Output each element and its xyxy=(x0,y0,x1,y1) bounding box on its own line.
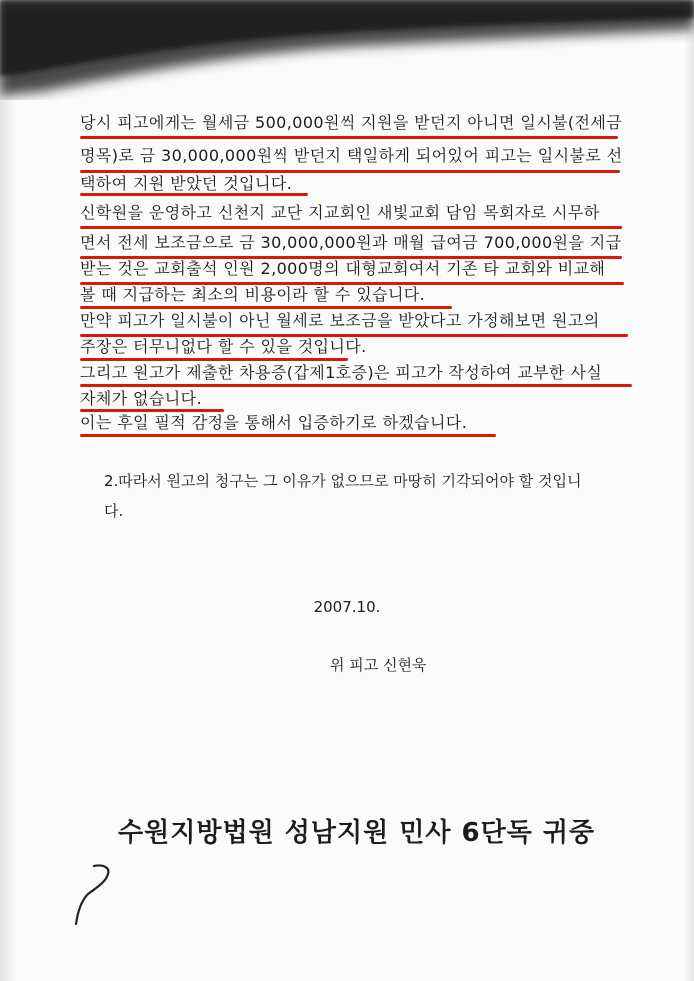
scan-edge-left xyxy=(0,0,16,981)
scan-shadow-band xyxy=(0,0,694,100)
body-line-3: 택하여 지원 받았던 것입니다. xyxy=(80,174,293,193)
red-underline xyxy=(80,434,496,437)
scan-edge-right xyxy=(684,0,694,981)
body-line-12: 이는 후일 필적 감정을 통해서 입증하기로 하겠습니다. xyxy=(80,413,468,432)
body-line-4: 신학원을 운영하고 신천지 교단 지교회인 새빛교회 담임 목회자로 시무하 xyxy=(80,203,600,222)
court-addressee: 수원지방법원 성남지원 민사 6단독 귀중 xyxy=(118,818,596,848)
body-line-6: 받는 것은 교회출석 인원 2,000명의 대형교회여서 기존 타 교회와 비교해 xyxy=(80,259,606,278)
body-line-10: 그리고 원고가 제출한 차용증(갑제1호증)은 피고가 작성하여 교부한 사실 xyxy=(80,363,603,382)
body-line-1: 당시 피고에게는 월세금 500,000원씩 지원을 받던지 아니면 일시불(전세금 xyxy=(80,113,623,132)
conclusion-line-2: 다. xyxy=(104,502,124,520)
red-underline xyxy=(80,358,348,361)
body-line-9: 주장은 터무니없다 할 수 있을 것입니다. xyxy=(80,337,367,356)
signer: 위 피고 신현욱 xyxy=(330,656,427,674)
conclusion-line-1: 2.따라서 원고의 청구는 그 이유가 없으므로 마땅히 기각되어야 할 것입니 xyxy=(104,472,582,490)
red-underline xyxy=(80,193,308,196)
body-line-11: 자체가 없습니다. xyxy=(80,389,202,408)
handwritten-mark xyxy=(70,860,130,930)
document-date: 2007.10. xyxy=(313,598,381,616)
red-underline xyxy=(80,136,618,139)
body-line-7: 볼 때 지급하는 최소의 비용이라 할 수 있습니다. xyxy=(80,285,426,304)
red-underline xyxy=(80,226,622,229)
body-line-8: 만약 피고가 일시불이 아닌 월세로 보조금을 받았다고 가정해보면 원고의 xyxy=(80,311,600,330)
red-underline xyxy=(80,306,452,309)
body-line-2: 명목)로 금 30,000,000원씩 받던지 택일하게 되어있어 피고는 일시불로 선 xyxy=(80,146,623,165)
red-underline xyxy=(80,384,632,387)
body-line-5: 면서 전세 보조금으로 금 30,000,000원과 매월 급여금 700,000원을 지급 xyxy=(80,233,622,252)
